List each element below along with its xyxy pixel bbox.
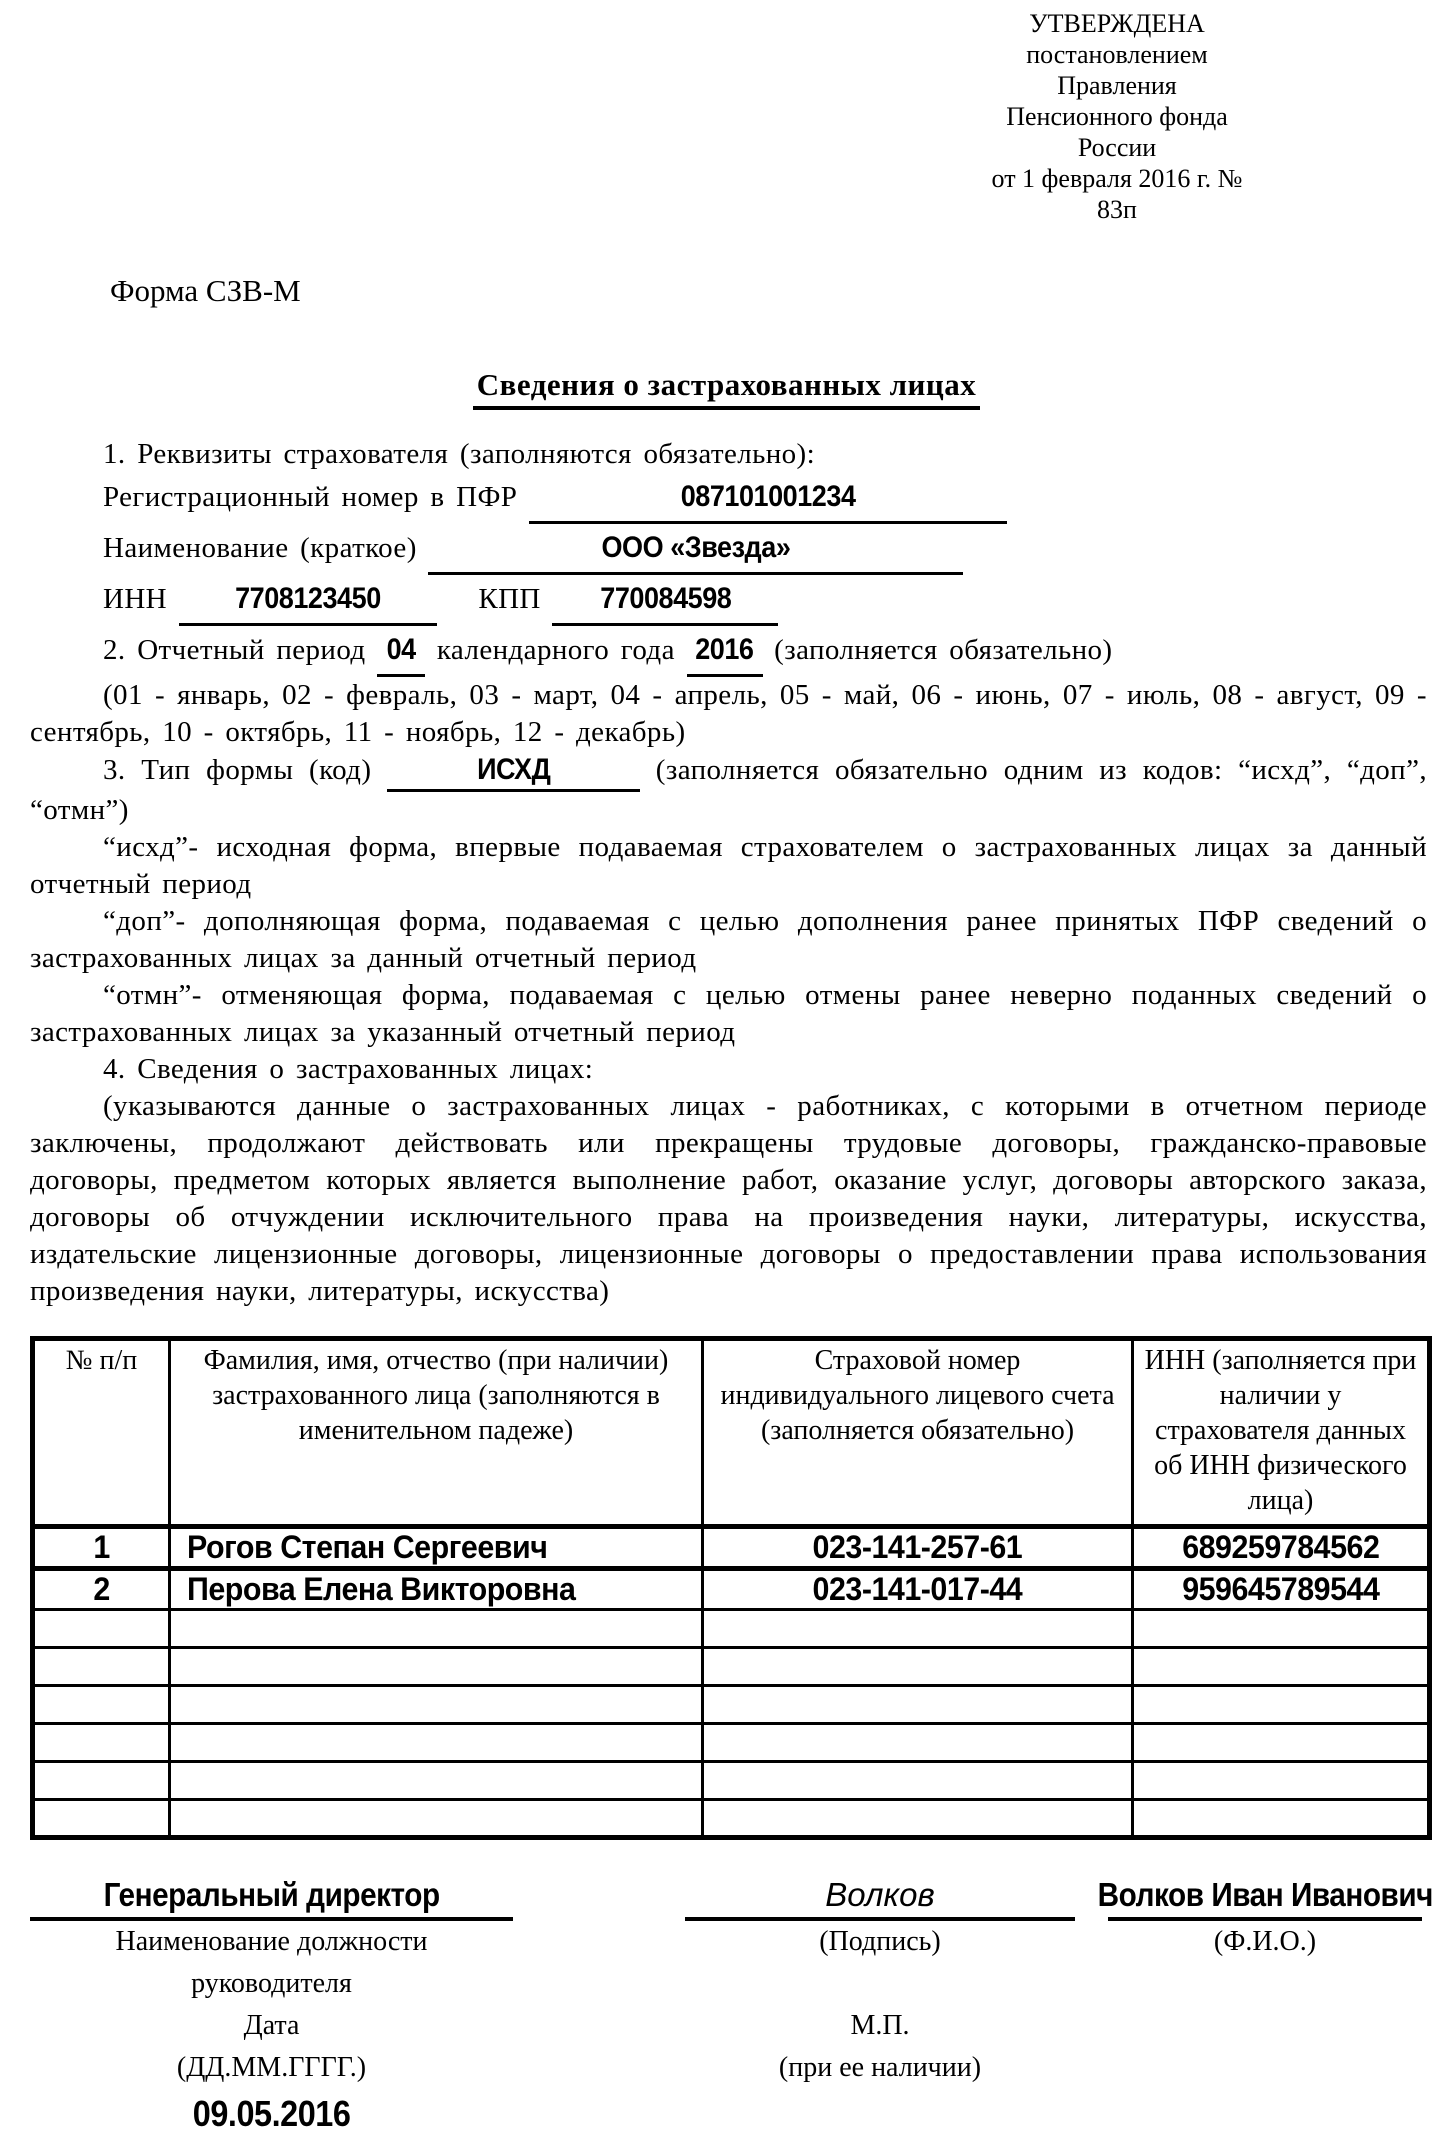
signature-label: (Подпись): [819, 1926, 941, 1957]
row-number-cell: 2: [33, 1569, 170, 1610]
empty-cell: [33, 1800, 170, 1838]
empty-table-row: [33, 1762, 1430, 1800]
empty-table-row: [33, 1800, 1430, 1838]
form-body: [30, 436, 1427, 1310]
empty-cell: [33, 1648, 170, 1686]
snils-cell: 023-141-017-44: [703, 1569, 1133, 1610]
date-format-label: (ДД.ММ.ГГГГ.): [176, 2052, 367, 2083]
szv-m-form-page: [0, 8, 1453, 2134]
position-label: Наименование должности руководителя: [115, 1926, 428, 1999]
empty-cell: [703, 1648, 1133, 1686]
empty-cell: [703, 1724, 1133, 1762]
empty-cell: [703, 1800, 1133, 1838]
empty-cell: [170, 1724, 703, 1762]
note-isxd: “исхд”- исходная форма, впервые подаваемая страхователем о застрахованных лицах за данный отчетный период: [30, 831, 1427, 900]
empty-cell: [33, 1724, 170, 1762]
section3-prefix: 3. Тип формы (код): [103, 754, 372, 786]
stamp-note: (при ее наличии): [778, 2052, 982, 2083]
section2-suffix: (заполняется обязательно): [774, 634, 1113, 666]
empty-cell: [1133, 1724, 1430, 1762]
months-note: (01 - январь, 02 - февраль, 03 - март, 04 - апрель, 05 - май, 06 - июнь, 07 - июль, 08 - август, 09 - сентябрь, 10 - октябрь, 11 - ноябрь, 12 - декабрь): [30, 679, 1427, 748]
empty-cell: [703, 1762, 1133, 1800]
empty-table-row: [33, 1686, 1430, 1724]
report-year-value: 2016: [695, 633, 754, 666]
reg-number-value: 087101001234: [680, 480, 856, 513]
section2-middle: календарного года: [436, 634, 675, 666]
insured-table-body: [33, 1527, 1430, 1838]
row-number-cell: 1: [33, 1527, 170, 1569]
approval-line-2: постановлением Правления: [1026, 40, 1208, 100]
org-name-field: [428, 524, 963, 575]
empty-cell: [33, 1762, 170, 1800]
report-year-field: [687, 626, 763, 677]
reg-number-line: [30, 473, 1427, 524]
inn-value: 7708123450: [234, 582, 381, 615]
empty-table-row: [33, 1648, 1430, 1686]
empty-cell: [1133, 1648, 1430, 1686]
position-column: [30, 1870, 513, 2139]
empty-cell: [33, 1610, 170, 1648]
inn-cell: 689259784562: [1133, 1527, 1430, 1569]
inn-kpp-line: [30, 575, 1427, 626]
section2-prefix: 2. Отчетный период: [103, 634, 366, 666]
name-cell: Перова Елена Викторовна: [170, 1569, 703, 1610]
header-inn: ИНН (заполняется при наличии у страхователя данных об ИНН физического лица): [1133, 1339, 1430, 1527]
signature-column: [655, 1870, 1105, 2089]
empty-cell: [1133, 1800, 1430, 1838]
section4-heading: 4. Сведения о застрахованных лицах:: [103, 1053, 594, 1085]
empty-cell: [170, 1610, 703, 1648]
empty-cell: [170, 1648, 703, 1686]
org-name-value: ООО «Звезда»: [601, 531, 791, 564]
table-row: [33, 1569, 1430, 1610]
table-row: [33, 1527, 1430, 1569]
form-type-value: ИСХД: [476, 753, 551, 786]
org-name-line: [30, 524, 1427, 575]
approval-stamp: [977, 8, 1257, 225]
section3-line: [30, 751, 1427, 829]
date-label: Дата: [243, 2010, 300, 2041]
position-value: Генеральный директор: [103, 1876, 440, 1913]
empty-cell: [703, 1686, 1133, 1724]
inn-label: ИНН: [103, 583, 168, 615]
approval-line-4: от 1 февраля 2016 г. № 83п: [991, 164, 1243, 224]
reg-number-field: [529, 473, 1007, 524]
note-dop: “доп”- дополняющая форма, подаваемая с целью дополнения ранее принятых ПФР сведений о застрахованных лицах за данный отчетный период: [30, 905, 1427, 974]
table-header-row: [33, 1339, 1430, 1527]
stamp-label: М.П.: [850, 2010, 910, 2041]
section2-line: [30, 626, 1427, 677]
fio-label: (Ф.И.О.): [1213, 1926, 1317, 1957]
section4-note: (указываются данные о застрахованных лицах - работниках, с которыми в отчетном периоде заключены, продолжают действовать или прекращены трудовые договоры, гражданско-правовые договоры, предметом которых является выполнение работ, оказание услуг, договоры авторского заказа, договоры об отчуждении исключительного права на произведения науки, литературы, искусства, издательские лицензионные договоры, лицензионные договоры о предоставлении права использования произведения науки, литературы, искусства): [30, 1090, 1427, 1307]
header-snils: Страховой номер индивидуального лицевого счета (заполняется обязательно): [703, 1339, 1133, 1527]
snils-cell: 023-141-257-61: [703, 1527, 1133, 1569]
name-cell: Рогов Степан Сергеевич: [170, 1527, 703, 1569]
fio-value: Волков Иван Иванович: [1097, 1876, 1433, 1913]
report-period-value: 04: [386, 633, 416, 666]
section1-heading: 1. Реквизиты страхователя (заполняются обязательно):: [103, 438, 816, 470]
empty-cell: [170, 1686, 703, 1724]
report-period-field: [377, 626, 425, 677]
empty-cell: [703, 1610, 1133, 1648]
fio-column: [1090, 1870, 1440, 1963]
kpp-label: КПП: [478, 583, 541, 615]
form-name: Форма СЗВ-М: [110, 273, 301, 308]
signature-value: Волков: [825, 1876, 935, 1913]
kpp-value: 770084598: [599, 582, 731, 615]
header-fio: Фамилия, имя, отчество (при наличии) застрахованного лица (заполняются в именительном падеже): [170, 1339, 703, 1527]
approval-line-3: Пенсионного фонда России: [1006, 102, 1228, 162]
empty-cell: [1133, 1610, 1430, 1648]
empty-cell: [170, 1762, 703, 1800]
empty-cell: [1133, 1762, 1430, 1800]
reg-number-label: Регистрационный номер в ПФР: [103, 481, 518, 513]
empty-table-row: [33, 1610, 1430, 1648]
note-otmn: “отмн”- отменяющая форма, подаваемая с целью отмены ранее неверно поданных сведений о застрахованных лицах за указанный отчетный период: [30, 979, 1427, 1048]
insured-persons-table: [30, 1336, 1432, 1840]
inn-cell: 959645789544: [1133, 1569, 1430, 1610]
signature-section: [0, 1870, 1453, 2134]
approval-line-1: УТВЕРЖДЕНА: [1029, 9, 1205, 38]
org-name-label: Наименование (краткое): [103, 532, 417, 564]
empty-cell: [170, 1800, 703, 1838]
form-type-field: [387, 751, 640, 792]
empty-cell: [33, 1686, 170, 1724]
kpp-field: [552, 575, 778, 626]
section3-suffix: (заполняется обязательно одним из кодов: “исхд”, “доп”, “отмн”): [30, 754, 1428, 826]
page-title: Сведения о застрахованных лицах: [473, 367, 981, 410]
inn-field: [179, 575, 437, 626]
header-number: № п/п: [33, 1339, 170, 1527]
empty-cell: [1133, 1686, 1430, 1724]
empty-table-row: [33, 1724, 1430, 1762]
date-value: 09.05.2016: [192, 2093, 351, 2134]
